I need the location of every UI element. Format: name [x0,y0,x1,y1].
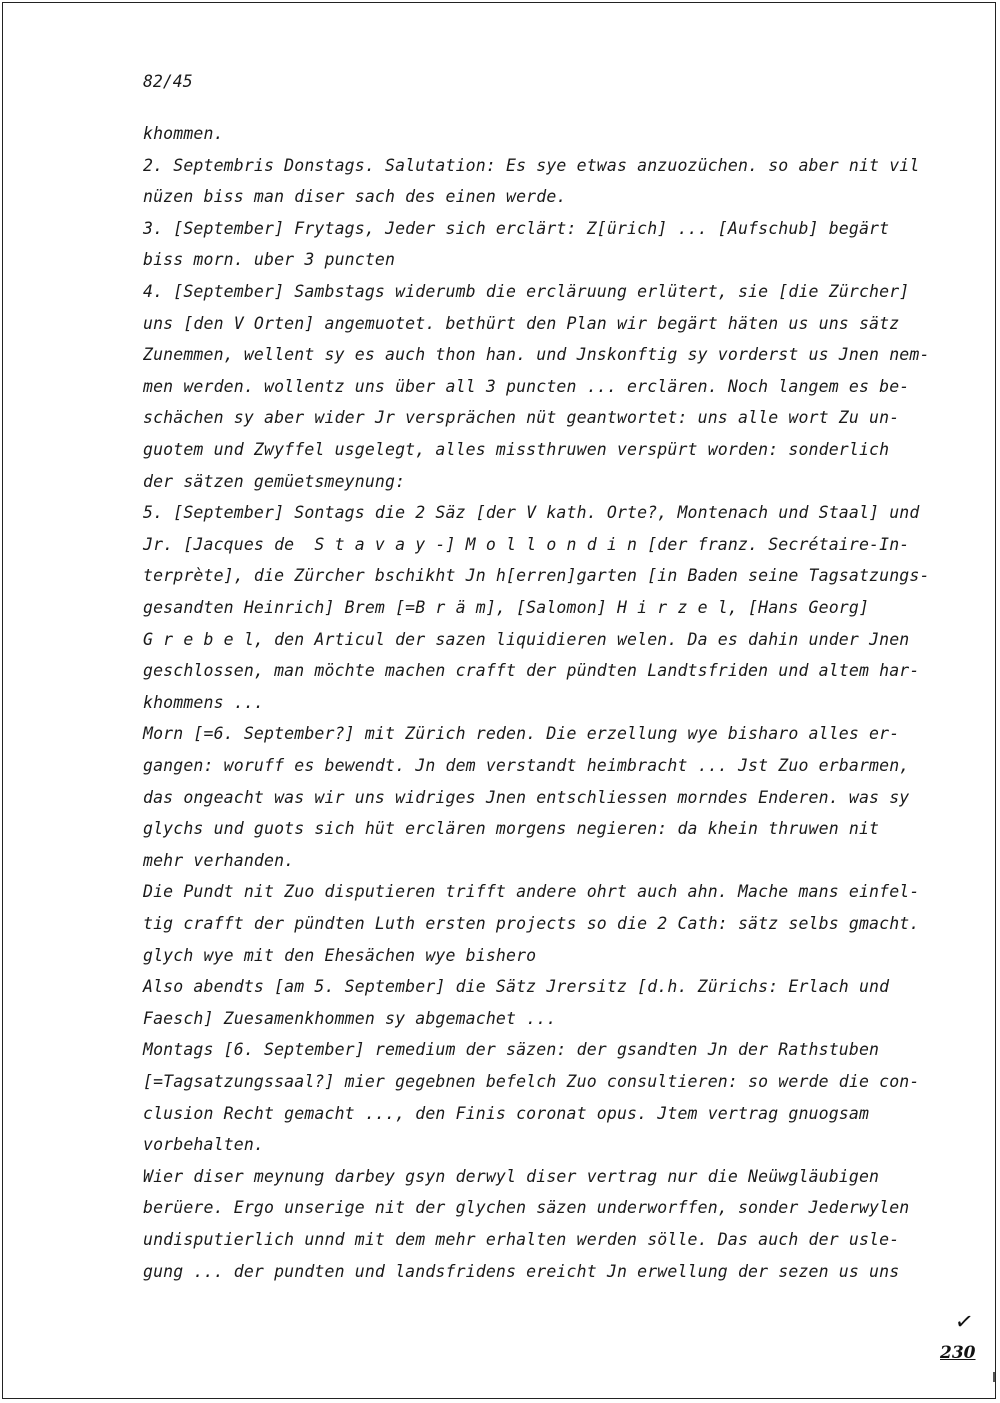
text-line: terprète], die Zürcher bschikht Jn h[erren]garten [in Baden seine Tagsatzungs- [143,566,930,586]
text-line: gung ... der pundten und landsfridens ereicht Jn erwellung der sezen us uns [143,1261,900,1281]
check-mark-icon: ✓ [953,1308,976,1337]
text-line: [=Tagsatzungssaal?] mier gegebnen befelch Zuo consultieren: so werde die con- [143,1072,920,1091]
text-line: das ongeacht was wir uns widriges Jnen entschliessen morndes Enderen. was sy [143,787,910,807]
text-line: gangen: woruff es bewendt. Jn dem verstandt heimbracht ... Jst Zuo erbarmen, [143,756,910,775]
text-line: Die Pundt nit Zuo disputieren trifft andere ohrt auch ahn. Mache mans einfel- [143,882,920,902]
text-line: 3. [September] Frytags, Jeder sich erclärt: Z[ürich] ... [Aufschub] begärt [143,218,890,238]
text-line: khommen. [143,124,224,143]
text-line: men werden. wollentz uns über all 3 puncten ... erclären. Noch langem es be- [143,376,910,396]
text-line: clusion Recht gemacht ..., den Finis coronat opus. Jtem vertrag gnuogsam [143,1103,870,1123]
text-line: geschlossen, man möchte machen crafft der pündten Landtsfriden und altem har- [143,661,920,681]
text-line: schächen sy aber wider Jr versprächen nüt geantwortet: uns alle wort Zu un- [143,408,900,428]
text-line: Wier diser meynung darbey gsyn derwyl diser vertrag nur die Neüwgläubigen [143,1166,880,1186]
text-line: tig crafft der pündten Luth ersten projects so die 2 Cath: sätz selbs gmacht. [143,914,920,933]
text-line: mehr verhanden. [143,850,295,870]
text-line: khommens ... [143,692,265,712]
text-line: vorbehalten. [143,1135,265,1155]
text-line: uns [den V Orten] angemuotet. bethürt den Plan wir begärt häten us uns sätz [143,313,900,333]
text-line: Jr. [Jacques de S t a v a y -] M o l l o n d i n [der franz. Secrétaire-In- [143,534,910,554]
edge-mark [993,1372,995,1382]
text-line: Also abendts [am 5. September] die Sätz Jrersitz [d.h. Zürichs: Erlach und [143,977,890,997]
text-line: undisputierlich unnd mit dem mehr erhalten werden sölle. Das auch der usle- [143,1230,900,1249]
text-line: guotem und Zwyffel usgelegt, alles missthruwen verspürt worden: sonderlich [143,440,890,459]
text-line: Montags [6. September] remedium der säzen: der gsandten Jn der Rathstuben [143,1040,880,1060]
text-line: G r e b e l, den Articul der sazen liquidieren welen. Da es dahin under Jnen [143,629,910,649]
text-line: berüere. Ergo unserige nit der glychen säzen underworffen, sonder Jederwylen [143,1198,910,1218]
text-line: Morn [=6. September?] mit Zürich reden. Die erzellung wye bisharo alles er- [143,724,900,744]
text-line: glych wye mit den Ehesächen wye bishero [143,945,537,965]
text-line: 2. Septembris Donstags. Salutation: Es sye etwas anzuozüchen. so aber nit vil [143,155,920,175]
text-line: Zunemmen, wellent sy es auch thon han. und Jnskonftig sy vorderst us Jnen nem- [143,345,930,365]
text-line: 4. [September] Sambstags widerumb die ercläruung erlütert, sie [die Zürcher] [143,282,910,301]
text-line: gesandten Heinrich] Brem [=B r ä m], [Salomon] H i r z e l, [Hans Georg] [143,598,870,617]
text-line: 5. [September] Sontags die 2 Säz [der V kath. Orte?, Montenach und Staal] und [143,503,920,523]
text-line: Faesch] Zuesamenkhommen sy abgemachet ... [143,1008,557,1028]
handwritten-page-number: 230 [940,1343,976,1363]
text-line: der sätzen gemüetsmeynung: [143,471,406,491]
text-line: glychs und guots sich hüt erclären morgens negieren: da khein thruwen nit [143,819,880,839]
text-line: biss morn. uber 3 puncten [143,250,396,270]
folio-number: 82/45 [143,72,193,91]
text-line: nüzen biss man diser sach des einen werde. [143,187,567,207]
